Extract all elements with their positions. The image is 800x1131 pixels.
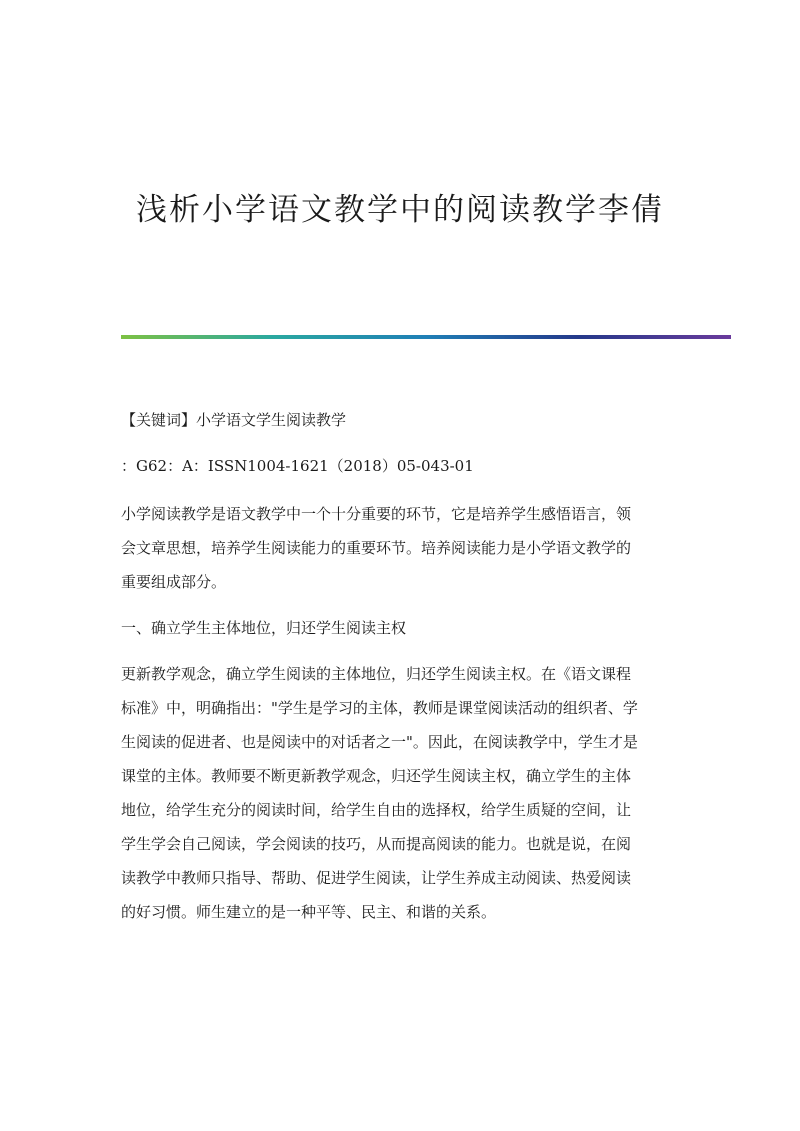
document-title: 浅析小学语文教学中的阅读教学李倩 [136,192,664,228]
paragraph-line: 会文章思想，培养学生阅读能力的重要环节。培养阅读能力是小学语文教学的 [121,539,632,557]
paragraph-line: 生阅读的促进者、也是阅读中的对话者之一"。因此，在阅读教学中，学生才是 [121,733,638,751]
intro-paragraph [121,497,674,599]
paragraph-line: 更新教学观念，确立学生阅读的主体地位，归还学生阅读主权。在《语文课程 [121,665,632,683]
section1-paragraph [121,657,674,929]
paragraph-line: 读教学中教师只指导、帮助、促进学生阅读，让学生养成主动阅读、热爱阅读 [121,869,632,887]
section-heading: 一、确立学生主体地位，归还学生阅读主权 [121,619,407,637]
paragraph-line: 地位，给学生充分的阅读时间，给学生自由的选择权，给学生质疑的空间，让 [121,801,632,819]
paragraph-line: 小学阅读教学是语文教学中一个十分重要的环节，它是培养学生感悟语言，领 [121,505,632,523]
keywords-line: 【关键词】小学语文学生阅读教学 [121,411,347,429]
paragraph-line: 学生学会自己阅读，学会阅读的技巧，从而提高阅读的能力。也就是说，在阅 [121,835,632,853]
paragraph-line: 课堂的主体。教师要不断更新教学观念，归还学生阅读主权，确立学生的主体 [121,767,632,785]
document-body [121,403,674,929]
title-divider [121,335,731,339]
classification-line: ：G62：A：ISSN1004-1621（2018）05-043-01 [121,457,474,475]
paragraph-line: 标准》中，明确指出："学生是学习的主体，教师是课堂阅读活动的组织者、学 [121,699,638,717]
paragraph-line: 重要组成部分。 [121,573,227,591]
paragraph-line: 的好习惯。师生建立的是一种平等、民主、和谐的关系。 [121,903,497,921]
